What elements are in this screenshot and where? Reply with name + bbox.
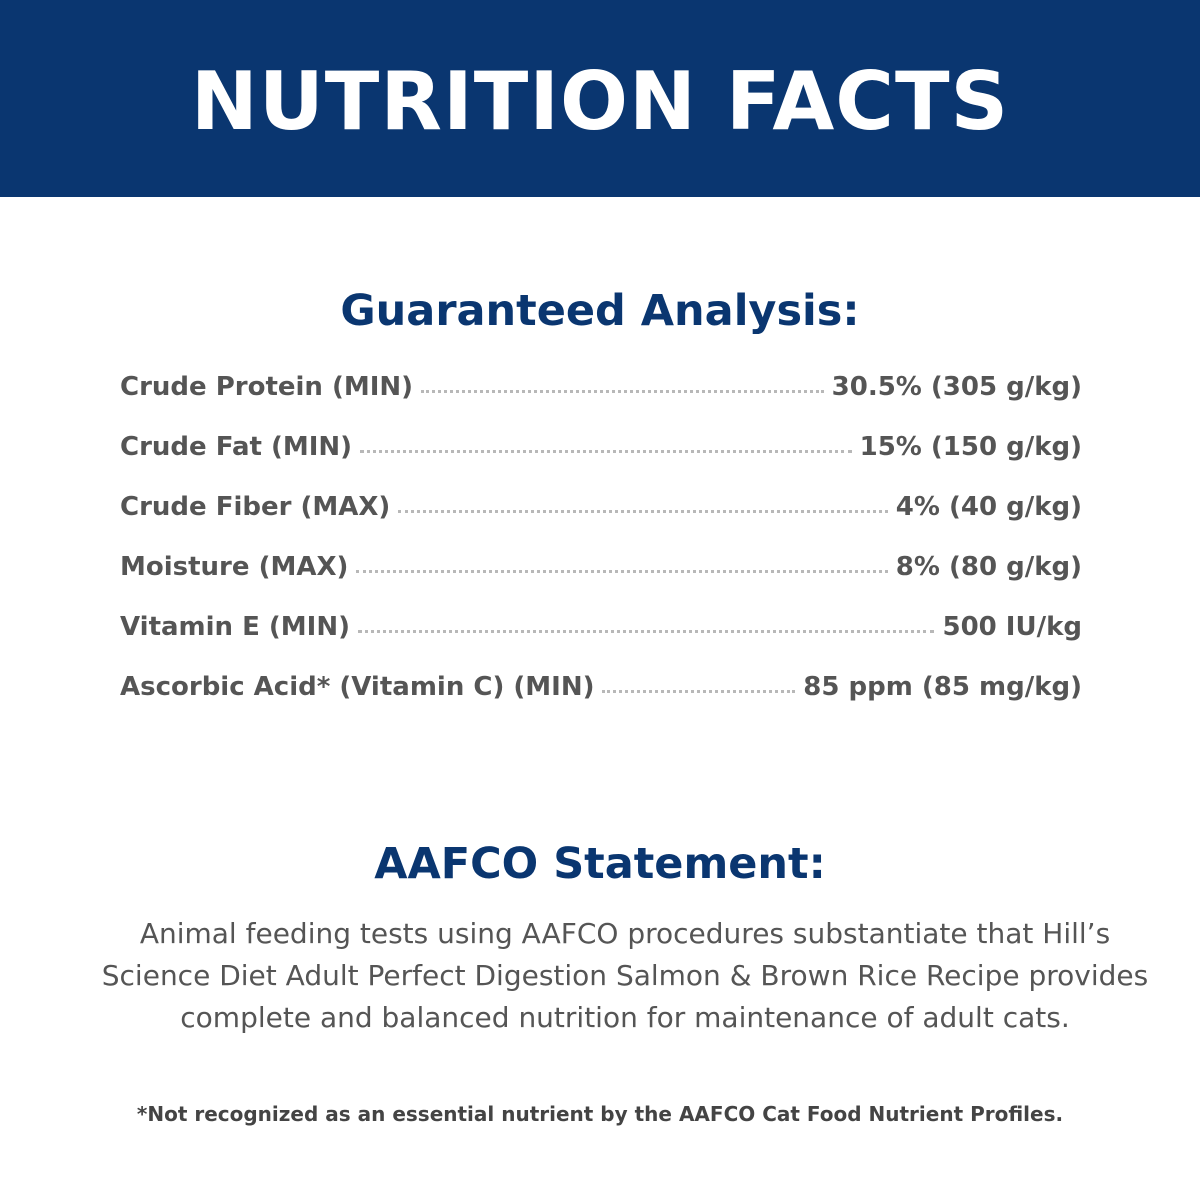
- analysis-name: Crude Fat (MIN): [120, 432, 353, 462]
- analysis-value: 500 IU/kg: [942, 612, 1082, 642]
- page-title: NUTRITION FACTS: [190, 54, 1010, 148]
- analysis-row: [120, 612, 1082, 672]
- analysis-value: 8% (80 g/kg): [895, 552, 1082, 582]
- analysis-name: Moisture (MAX): [120, 552, 349, 582]
- guaranteed-analysis-heading: Guaranteed Analysis:: [340, 286, 860, 336]
- analysis-row: [120, 372, 1082, 432]
- analysis-name: Ascorbic Acid* (Vitamin C) (MIN): [120, 672, 595, 702]
- dot-leader: [398, 510, 887, 513]
- dot-leader: [356, 570, 887, 573]
- analysis-row: [120, 552, 1082, 612]
- analysis-value: 30.5% (305 g/kg): [831, 372, 1082, 402]
- guaranteed-analysis-list: [120, 372, 1082, 732]
- aafco-statement-text: Animal feeding tests using AAFCO procedures substantiate that Hill’s Science Diet Adult Perfect Digestion Salmon & Brown Rice Recipe provides complete and balanced nutrition for maintenance of adult cats.: [101, 917, 1149, 1034]
- dot-leader: [602, 690, 795, 693]
- analysis-name: Crude Protein (MIN): [120, 372, 414, 402]
- analysis-name: Vitamin E (MIN): [120, 612, 351, 642]
- dot-leader: [360, 450, 852, 453]
- analysis-name: Crude Fiber (MAX): [120, 492, 391, 522]
- analysis-value: 4% (40 g/kg): [895, 492, 1082, 522]
- analysis-row: [120, 672, 1082, 732]
- dot-leader: [421, 390, 824, 393]
- aafco-statement-heading: AAFCO Statement:: [374, 839, 826, 889]
- analysis-row: [120, 432, 1082, 492]
- footnote: *Not recognized as an essential nutrient by the AAFCO Cat Food Nutrient Profiles.: [136, 1102, 1064, 1126]
- dot-leader: [358, 630, 934, 633]
- header-banner: [0, 0, 1200, 197]
- analysis-value: 85 ppm (85 mg/kg): [803, 672, 1082, 702]
- analysis-row: [120, 492, 1082, 552]
- analysis-value: 15% (150 g/kg): [859, 432, 1082, 462]
